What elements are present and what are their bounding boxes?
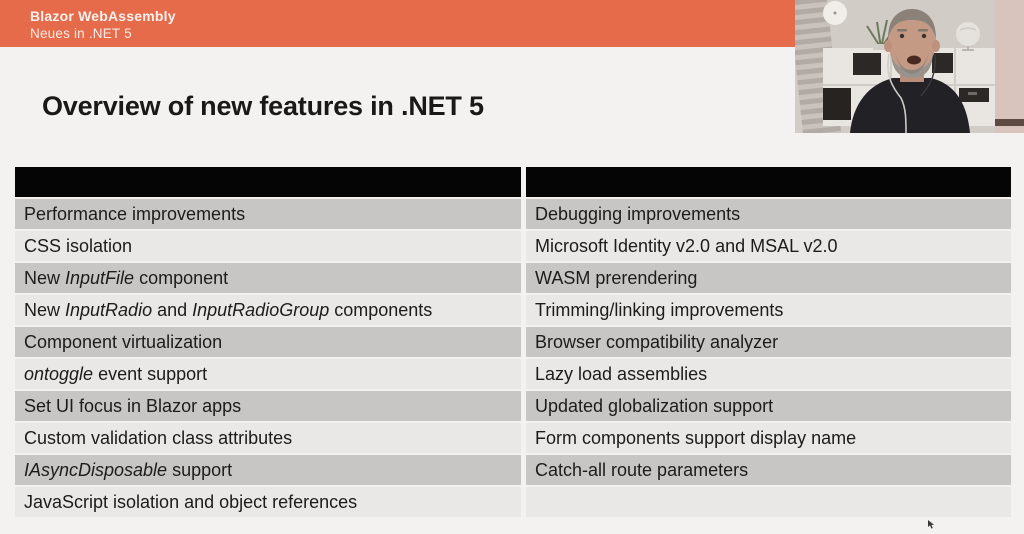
table-header-row: [15, 167, 1011, 197]
feature-cell-right: Updated globalization support: [526, 391, 1011, 421]
mouse-cursor[interactable]: [928, 516, 934, 525]
slide-title: Overview of new features in .NET 5: [42, 91, 484, 121]
table-row: [15, 199, 1011, 229]
ear: [932, 40, 940, 52]
table-body: [15, 199, 1011, 517]
storage-box: [823, 88, 851, 120]
eyebrow: [918, 29, 928, 32]
ear: [884, 40, 892, 52]
feature-cell-left: ontoggle event support: [15, 359, 521, 389]
feature-cell-left: Performance improvements: [15, 199, 521, 229]
feature-cell-right: WASM prerendering: [526, 263, 1011, 293]
feature-cell-right: Trimming/linking improvements: [526, 295, 1011, 325]
table-row: [15, 423, 1011, 453]
table-header-left: [15, 167, 521, 197]
presenter-webcam: [795, 0, 1024, 133]
feature-cell-right: Browser compatibility analyzer: [526, 327, 1011, 357]
table-row: [15, 455, 1011, 485]
table-row: [15, 391, 1011, 421]
feature-cell-left: JavaScript isolation and object references: [15, 487, 521, 517]
storage-box: [853, 53, 881, 75]
eye: [922, 34, 926, 38]
feature-cell-left: Set UI focus in Blazor apps: [15, 391, 521, 421]
feature-cell-right: Form components support display name: [526, 423, 1011, 453]
table-header-right: [526, 167, 1011, 197]
table-row: [15, 359, 1011, 389]
feature-cell-right: Catch-all route parameters: [526, 455, 1011, 485]
feature-cell-left: New InputFile component: [15, 263, 521, 293]
feature-cell-right: Microsoft Identity v2.0 and MSAL v2.0: [526, 231, 1011, 261]
table-row: [15, 263, 1011, 293]
table-row: [15, 295, 1011, 325]
mouth: [907, 56, 921, 65]
feature-cell-left: New InputRadio and InputRadioGroup components: [15, 295, 521, 325]
table-row: [15, 231, 1011, 261]
feature-cell-right: [526, 487, 1011, 517]
feature-cell-left: CSS isolation: [15, 231, 521, 261]
presentation-subtitle: Neues in .NET 5: [30, 26, 132, 41]
presentation-title: Blazor WebAssembly: [30, 8, 176, 24]
feature-cell-right: Debugging improvements: [526, 199, 1011, 229]
feature-cell-left: Custom validation class attributes: [15, 423, 521, 453]
webcam-scene: [795, 0, 1024, 133]
table-row: [15, 327, 1011, 357]
feature-table: [15, 167, 1011, 519]
feature-cell-left: Component virtualization: [15, 327, 521, 357]
feature-cell-left: IAsyncDisposable support: [15, 455, 521, 485]
right-wall: [995, 0, 1024, 133]
table-row: [15, 487, 1011, 517]
eyebrow: [897, 29, 907, 32]
feature-cell-right: Lazy load assemblies: [526, 359, 1011, 389]
clock-center: [834, 12, 837, 15]
eye: [900, 34, 904, 38]
speaker-label: [968, 92, 977, 95]
floor-line: [995, 119, 1024, 126]
